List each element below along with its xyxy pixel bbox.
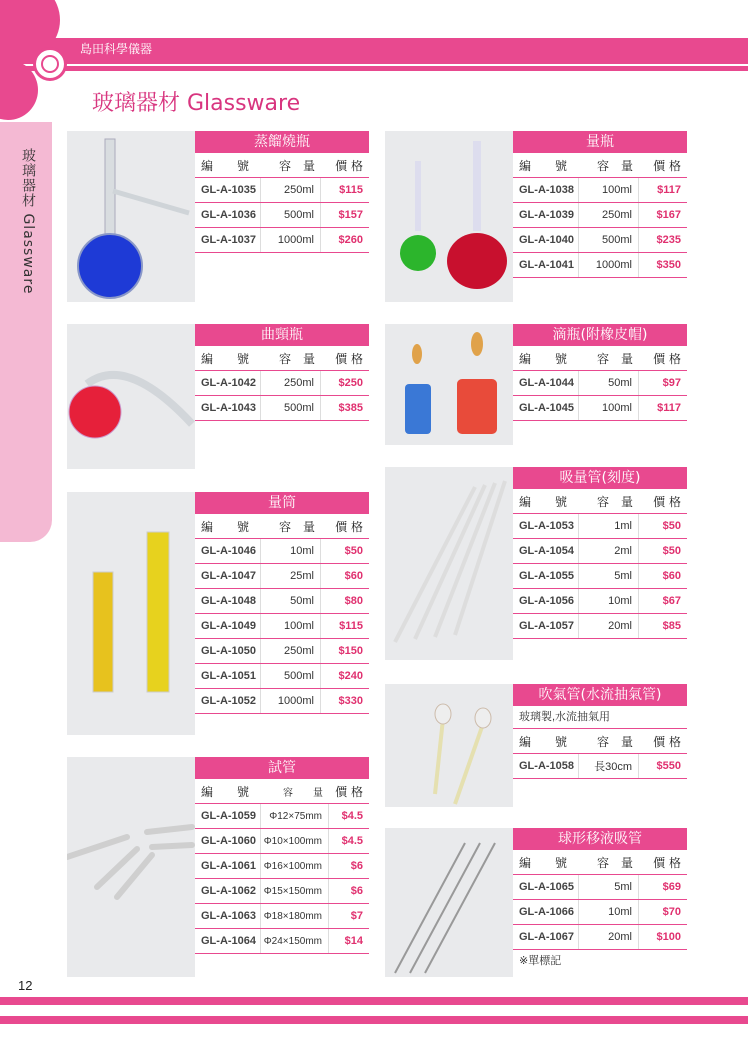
item-capacity: 250ml xyxy=(261,178,321,202)
header-price: 價 格 xyxy=(653,158,681,173)
item-price: $85 xyxy=(662,620,681,632)
item-capacity: 長30cm xyxy=(579,754,639,778)
header-capacity: 容 量 xyxy=(596,158,633,173)
table-header xyxy=(513,850,687,875)
item-price: $60 xyxy=(662,570,681,582)
item-capacity: 50ml xyxy=(579,371,639,395)
footer-band-lower xyxy=(0,1016,748,1024)
item-code: GL-A-1043 xyxy=(195,396,261,420)
header-code: 編 號 xyxy=(519,734,568,749)
item-capacity: 10ml xyxy=(579,589,639,613)
item-price: $115 xyxy=(339,620,363,632)
item-price: $117 xyxy=(657,402,681,414)
item-price: $150 xyxy=(338,645,363,657)
item-code: GL-A-1044 xyxy=(513,371,579,395)
item-capacity: 5ml xyxy=(579,564,639,588)
item-price: $97 xyxy=(662,377,681,389)
item-code: GL-A-1041 xyxy=(513,253,579,277)
volumetric-flask-illustration xyxy=(385,131,513,302)
item-capacity: 100ml xyxy=(579,396,639,420)
item-capacity: 500ml xyxy=(579,228,639,252)
item-price: $260 xyxy=(338,234,363,246)
table-row xyxy=(513,371,687,396)
header-capacity: 容 量 xyxy=(596,855,633,870)
item-code: GL-A-1058 xyxy=(513,754,579,778)
section-retort xyxy=(195,324,369,421)
page-title: 玻璃器材 Glassware xyxy=(92,91,301,116)
company-name: 島田科學儀器 xyxy=(80,42,153,56)
section-graduated-cylinder xyxy=(195,492,369,714)
section-volumetric-flask xyxy=(513,131,687,278)
header-code: 編 號 xyxy=(201,351,250,366)
item-capacity: 20ml xyxy=(579,614,639,638)
section-title: 蒸餾燒瓶 xyxy=(195,131,369,153)
table-row xyxy=(195,829,369,854)
item-code: GL-A-1038 xyxy=(513,178,579,202)
item-code: GL-A-1050 xyxy=(195,639,261,663)
item-code: GL-A-1036 xyxy=(195,203,261,227)
bulb-pipette-illustration xyxy=(385,828,513,977)
item-price: $69 xyxy=(662,881,681,893)
section-title: 吹氣管(水流抽氣管) xyxy=(513,684,687,706)
graduated-pipette-illustration xyxy=(385,467,513,660)
item-code: GL-A-1045 xyxy=(513,396,579,420)
table-row xyxy=(195,664,369,689)
item-price: $7 xyxy=(350,910,363,922)
table-row xyxy=(513,564,687,589)
item-code: GL-A-1065 xyxy=(513,875,579,899)
page-number: 12 xyxy=(18,978,33,993)
item-code: GL-A-1061 xyxy=(195,854,261,878)
item-capacity: Φ10×100mm xyxy=(261,829,329,853)
header-code: 編 號 xyxy=(201,519,250,534)
table-row xyxy=(513,396,687,421)
table-row xyxy=(513,754,687,779)
table-row xyxy=(195,879,369,904)
item-capacity: Φ15×150mm xyxy=(261,879,329,903)
item-price: $80 xyxy=(344,595,363,607)
item-capacity: 500ml xyxy=(261,203,321,227)
item-capacity: 500ml xyxy=(261,664,321,688)
item-price: $14 xyxy=(344,935,363,947)
table-row xyxy=(195,589,369,614)
table-header xyxy=(513,489,687,514)
section-distilling-flask xyxy=(195,131,369,253)
header-capacity: 容 量 xyxy=(283,787,323,799)
table-row xyxy=(513,178,687,203)
section-bulb-pipette xyxy=(513,828,687,972)
section-dropper-bottle xyxy=(513,324,687,421)
header-code: 編 號 xyxy=(519,494,568,509)
item-capacity: Φ12×75mm xyxy=(261,804,329,828)
item-code: GL-A-1049 xyxy=(195,614,261,638)
item-code: GL-A-1035 xyxy=(195,178,261,202)
header-capacity: 容 量 xyxy=(278,158,315,173)
table-header xyxy=(195,514,369,539)
item-capacity: 10ml xyxy=(261,539,321,563)
item-code: GL-A-1046 xyxy=(195,539,261,563)
table-row xyxy=(513,875,687,900)
distilling-flask-illustration xyxy=(67,131,195,302)
item-price: $60 xyxy=(344,570,363,582)
table-row xyxy=(195,228,369,253)
table-row xyxy=(195,904,369,929)
table-header xyxy=(513,729,687,754)
table-header xyxy=(195,346,369,371)
item-capacity: 25ml xyxy=(261,564,321,588)
item-price: $115 xyxy=(339,184,363,196)
item-code: GL-A-1051 xyxy=(195,664,261,688)
table-row xyxy=(513,228,687,253)
header-price: 價 格 xyxy=(335,158,363,173)
section-title: 滴瓶(附橡皮帽) xyxy=(513,324,687,346)
item-code: GL-A-1042 xyxy=(195,371,261,395)
item-capacity: Φ18×180mm xyxy=(261,904,329,928)
footer-band xyxy=(0,997,748,1005)
header-code: 編 號 xyxy=(519,158,568,173)
item-code: GL-A-1066 xyxy=(513,900,579,924)
item-code: GL-A-1064 xyxy=(195,929,261,953)
item-code: GL-A-1067 xyxy=(513,925,579,949)
section-title: 球形移液吸管 xyxy=(513,828,687,850)
header-price: 價 格 xyxy=(335,784,363,799)
table-header xyxy=(195,779,369,804)
item-code: GL-A-1060 xyxy=(195,829,261,853)
item-price: $100 xyxy=(656,931,681,943)
header-capacity: 容 量 xyxy=(278,351,315,366)
item-price: $50 xyxy=(344,545,363,557)
item-code: GL-A-1037 xyxy=(195,228,261,252)
item-price: $67 xyxy=(662,595,681,607)
table-row xyxy=(195,854,369,879)
item-capacity: 250ml xyxy=(261,371,321,395)
item-code: GL-A-1055 xyxy=(513,564,579,588)
table-header xyxy=(513,346,687,371)
header-price: 價 格 xyxy=(653,494,681,509)
table-row xyxy=(195,929,369,954)
section-note: 玻璃製,水流抽氣用 xyxy=(513,706,687,729)
item-price: $350 xyxy=(656,259,681,271)
section-aspirator xyxy=(513,684,687,779)
section-test-tube xyxy=(195,757,369,954)
item-price: $70 xyxy=(662,906,681,918)
item-price: $6 xyxy=(350,860,363,872)
table-row xyxy=(195,396,369,421)
table-row xyxy=(513,900,687,925)
side-tab-label: 玻璃器材 Glassware xyxy=(20,148,36,295)
item-price: $235 xyxy=(656,234,681,246)
section-title: 量瓶 xyxy=(513,131,687,153)
item-capacity: 20ml xyxy=(579,925,639,949)
item-capacity: 10ml xyxy=(579,900,639,924)
item-code: GL-A-1053 xyxy=(513,514,579,538)
dropper-bottle-illustration xyxy=(385,324,513,445)
item-price: $240 xyxy=(338,670,363,682)
table-row xyxy=(195,539,369,564)
table-row xyxy=(513,925,687,950)
table-row xyxy=(513,539,687,564)
section-graduated-pipette xyxy=(513,467,687,639)
item-code: GL-A-1052 xyxy=(195,689,261,713)
item-code: GL-A-1047 xyxy=(195,564,261,588)
header-price: 價 格 xyxy=(653,855,681,870)
table-row xyxy=(513,203,687,228)
item-capacity: 1000ml xyxy=(579,253,639,277)
header-price: 價 格 xyxy=(653,734,681,749)
item-price: $550 xyxy=(656,760,681,772)
item-price: $117 xyxy=(657,184,681,196)
item-code: GL-A-1057 xyxy=(513,614,579,638)
item-capacity: 100ml xyxy=(261,614,321,638)
header-code: 編 號 xyxy=(519,855,568,870)
item-price: $167 xyxy=(656,209,681,221)
table-row xyxy=(195,614,369,639)
table-row xyxy=(513,514,687,539)
table-row xyxy=(195,371,369,396)
item-price: $385 xyxy=(338,402,363,414)
table-row xyxy=(195,178,369,203)
header-code: 編 號 xyxy=(201,158,250,173)
section-footnote: ※單標記 xyxy=(519,955,562,967)
item-capacity: 5ml xyxy=(579,875,639,899)
table-row xyxy=(513,253,687,278)
item-capacity: 100ml xyxy=(579,178,639,202)
table-row xyxy=(195,639,369,664)
item-capacity: 1ml xyxy=(579,514,639,538)
header-capacity: 容 量 xyxy=(596,351,633,366)
item-capacity: Φ16×100mm xyxy=(261,854,329,878)
item-capacity: Φ24×150mm xyxy=(261,929,329,953)
item-code: GL-A-1048 xyxy=(195,589,261,613)
table-row xyxy=(513,614,687,639)
item-capacity: 500ml xyxy=(261,396,321,420)
item-price: $250 xyxy=(338,377,363,389)
section-title: 曲頸瓶 xyxy=(195,324,369,346)
item-code: GL-A-1056 xyxy=(513,589,579,613)
item-code: GL-A-1059 xyxy=(195,804,261,828)
header-band-thin xyxy=(0,66,748,71)
item-capacity: 1000ml xyxy=(261,228,321,252)
item-capacity: 1000ml xyxy=(261,689,321,713)
header-capacity: 容 量 xyxy=(596,734,633,749)
item-code: GL-A-1039 xyxy=(513,203,579,227)
table-header xyxy=(195,153,369,178)
company-logo-inner xyxy=(41,55,59,73)
aspirator-illustration xyxy=(385,684,513,807)
table-header xyxy=(513,153,687,178)
table-row xyxy=(195,564,369,589)
section-title: 試管 xyxy=(195,757,369,779)
item-price: $330 xyxy=(338,695,363,707)
section-title: 量筒 xyxy=(195,492,369,514)
item-code: GL-A-1062 xyxy=(195,879,261,903)
table-row xyxy=(195,804,369,829)
header-capacity: 容 量 xyxy=(596,494,633,509)
header-price: 價 格 xyxy=(335,519,363,534)
item-price: $157 xyxy=(338,209,363,221)
item-code: GL-A-1063 xyxy=(195,904,261,928)
item-capacity: 2ml xyxy=(579,539,639,563)
table-row xyxy=(195,203,369,228)
test-tube-illustration xyxy=(67,757,195,977)
item-capacity: 50ml xyxy=(261,589,321,613)
header-capacity: 容 量 xyxy=(278,519,315,534)
item-price: $4.5 xyxy=(341,835,363,847)
header-code: 編 號 xyxy=(519,351,568,366)
header-code: 編 號 xyxy=(201,784,250,799)
item-price: $6 xyxy=(350,885,363,897)
item-code: GL-A-1054 xyxy=(513,539,579,563)
table-row xyxy=(195,689,369,714)
retort-illustration xyxy=(67,324,195,469)
header-price: 價 格 xyxy=(653,351,681,366)
header-price: 價 格 xyxy=(335,351,363,366)
section-title: 吸量管(刻度) xyxy=(513,467,687,489)
item-capacity: 250ml xyxy=(579,203,639,227)
item-code: GL-A-1040 xyxy=(513,228,579,252)
item-capacity: 250ml xyxy=(261,639,321,663)
graduated-cylinder-illustration xyxy=(67,492,195,735)
item-price: $50 xyxy=(662,545,681,557)
item-price: $50 xyxy=(662,520,681,532)
table-row xyxy=(513,589,687,614)
item-price: $4.5 xyxy=(341,810,363,822)
